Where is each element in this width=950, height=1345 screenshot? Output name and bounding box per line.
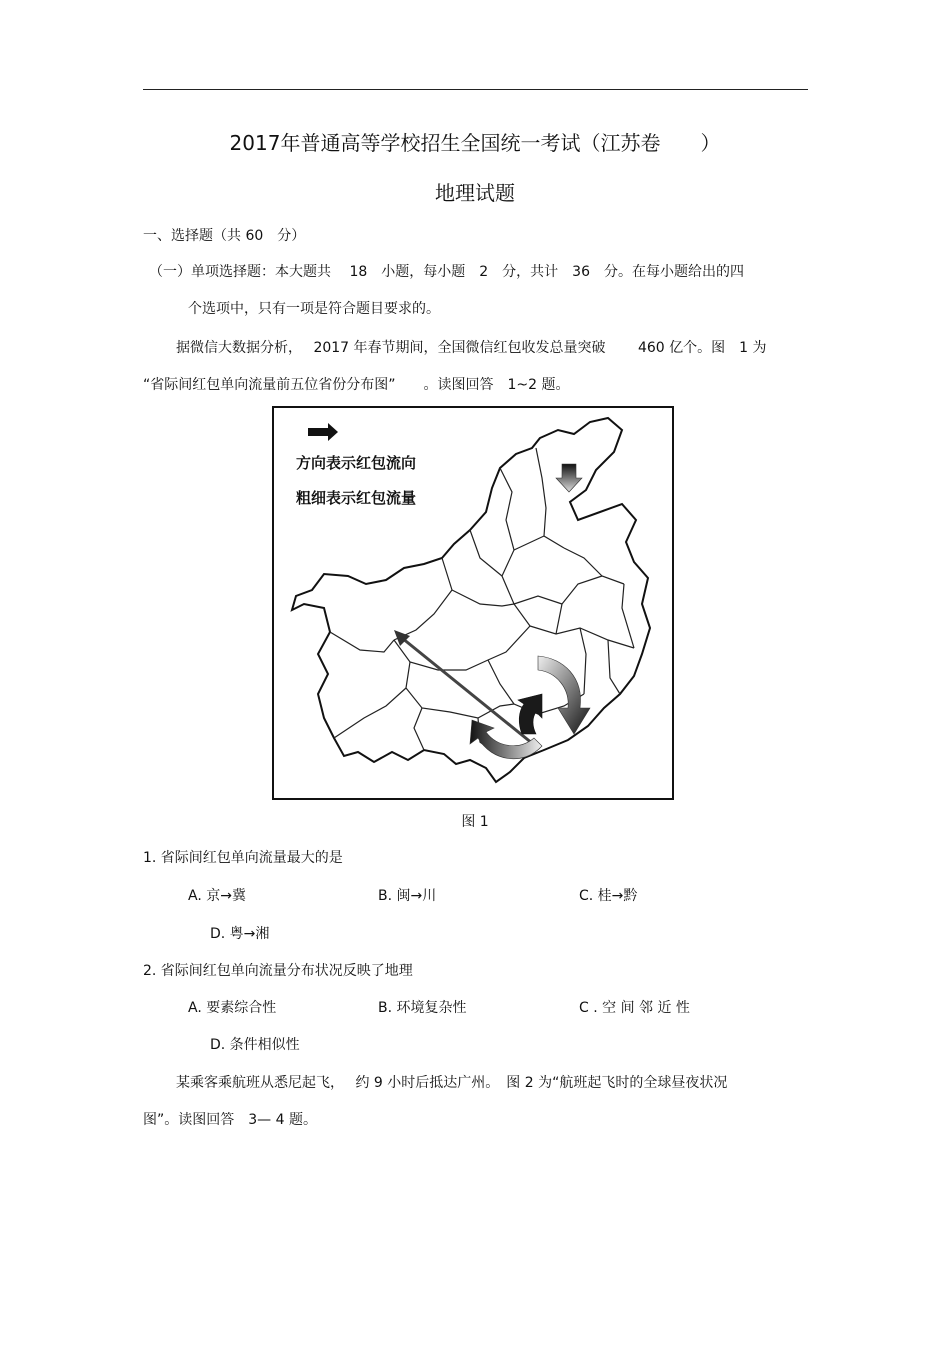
question-2-option-b: B. 环境复杂性: [378, 1000, 467, 1016]
flow-arrow-yue-gui: [518, 694, 542, 734]
question-1-stem: 1. 省际间红包单向流量最大的是: [143, 850, 343, 866]
exam-title: 2017年普通高等学校招生全国统一考试（江苏卷 ）: [229, 131, 721, 155]
question-2-stem: 2. 省际间红包单向流量分布状况反映了地理: [143, 963, 413, 979]
question-1-option-b: B. 闽→川: [378, 888, 437, 904]
section-heading: 一、选择题（共 60 分）: [143, 228, 306, 244]
flow-arrow-jing-ji: [556, 464, 582, 492]
legend-arrow-icon: [308, 423, 338, 441]
question-2-option-c: C . 空 间 邻 近 性: [579, 1000, 690, 1016]
question-2-option-a: A. 要素综合性: [188, 1000, 277, 1016]
subsection-instructions-line2: 个选项中，只有一项是符合题目要求的。: [188, 301, 440, 317]
legend-direction: 方向表示红包流向: [296, 454, 417, 472]
header-rule: [143, 89, 808, 90]
question-1-option-c: C. 桂→黔: [579, 888, 638, 904]
subject-title: 地理试题: [435, 181, 515, 205]
figure1-map: [272, 406, 674, 800]
question-1-option-d: D. 粤→湘: [210, 926, 270, 942]
subsection-instructions-line1: （一）单项选择题：本大题共 18 小题，每小题 2 分，共计 36 分。在每小题给出的四: [149, 264, 744, 280]
question-2-option-d: D. 条件相似性: [210, 1037, 300, 1053]
legend-thickness: 粗细表示红包流量: [296, 489, 417, 507]
question-1-option-a: A. 京→冀: [188, 888, 246, 904]
context2-line1: 某乘客乘航班从悉尼起飞， 约 9 小时后抵达广州。 图 2 为“航班起飞时的全球昼夜状况: [176, 1075, 728, 1091]
context2-line2: 图”。读图回答 3— 4 题。: [143, 1112, 317, 1128]
context1-line1: 据微信大数据分析， 2017 年春节期间，全国微信红包收发总量突破 460 亿个。图 1 为: [176, 340, 767, 356]
figure-caption: 图 1: [461, 814, 489, 830]
context1-line2: “省际间红包单向流量前五位省份分布图” 。读图回答 1~2 题。: [143, 377, 570, 393]
